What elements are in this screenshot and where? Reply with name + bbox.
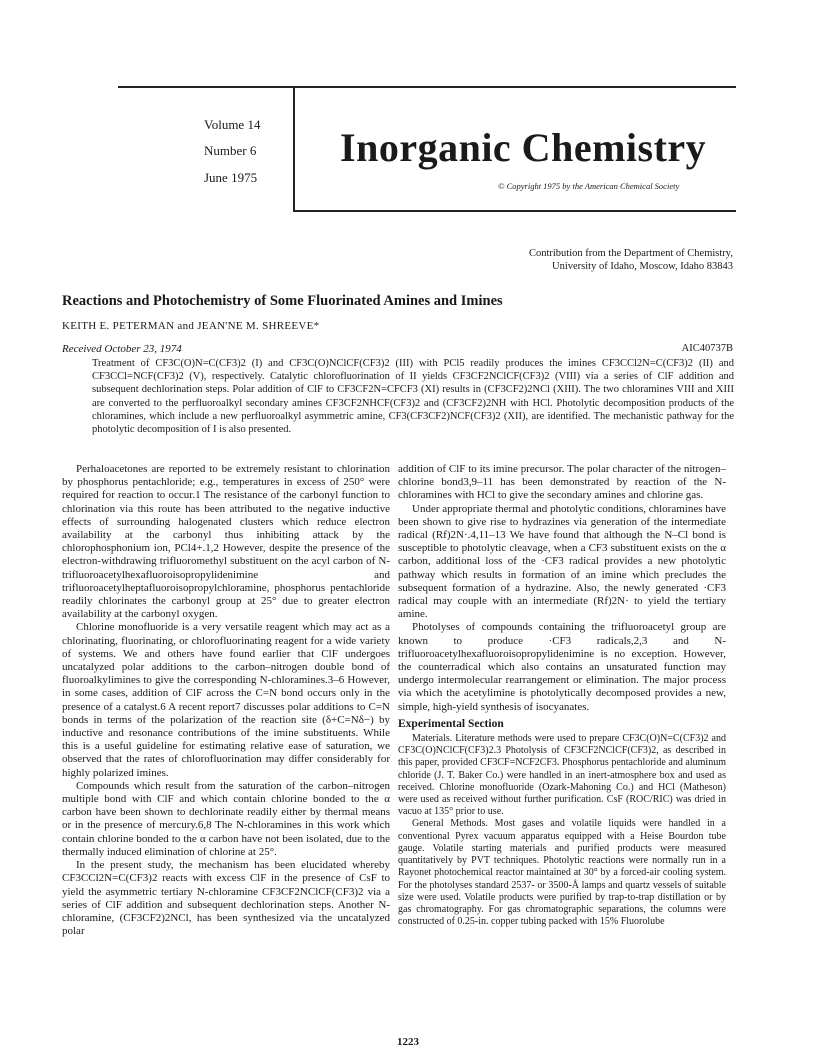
contribution-note bbox=[529, 247, 733, 273]
paragraph: General Methods. Most gases and volatile liquids were handled in a conventional Pyrex vacuum apparatus equipped with a Heise Bourdon tube gauge. Volatile starting materials and purified products were measured quantitatively by PVT techniques. Photolytic reactions were normally run in a Rayonet photochemical reactor maintained at 30° by a forced-air cooling system. For the photolyses standard 2537- or 3500-Å lamps and quartz vessels of suitable size were used. Volatile products were purified by trap-to-trap distillation or by gas chromatography. For gas chromatographic separations, the columns were constructed of 0.25-in. copper tubing packed with 15% Fluorolube bbox=[398, 818, 726, 928]
contribution-line-2: University of Idaho, Moscow, Idaho 83843 bbox=[552, 261, 733, 272]
paragraph: Under appropriate thermal and photolytic conditions, chloramines have been shown to give rise to hydrazines via generation of the intermediate radical (Rf)2N·.4,11–13 We have found that although the N–Cl bond is susceptible to photolytic cleavage, when a CF3 substituent exists on the α carbon, additional loss of the ·CF3 radical provides a new photolytic pathway which results in formation of an imine which precludes the subsequent formation of a hydrazine. Also, the newly generated ·CF3 radical may couple with an intermediate (Rf)2N· to yield the tertiary amine. bbox=[398, 502, 727, 621]
paragraph: addition of ClF to its imine precursor. The polar character of the nitrogen–chlorine bond3,9–11 has been demonstrated by reaction of the N-chloramines with HCl to give the secondary amines and chlorine gas. bbox=[398, 463, 726, 502]
paragraph: Materials. Literature methods were used to prepare CF3C(O)N=C(CF3)2 and CF3C(O)NClCF(CF3)2.3 Photolysis of CF3CF2NClCF(CF3)2, as described in this paper, provided CF3CF=NCF2CF3. Phosphorus pentachloride and aluminum chloride (J. T. Baker Co.) were handled in an inert-atmosphere box and used as received. Chlorine monofluoride (Ozark-Mahoning Co.) and HCl (Matheson) were used as received without further purification. CsF (ROC/RIC) was dried in vacuo at 135° prior to use. bbox=[398, 733, 726, 818]
journal-title: Inorganic Chemistry bbox=[340, 125, 707, 170]
paragraph: Chlorine monofluoride is a very versatile reagent which may act as a chlorinating, fluorinating, or chlorofluorinating reagent for a wide variety of systems. We and others have found earlier that ClF undergoes uncatalyzed polar additions to the carbon–nitrogen double bond of fluoroalkylimines to give the corresponding N-chloramines.3–6 However, in some cases, addition of ClF across the C=N bond occurs only in the presence of a catalyst.6 A recent report7 discusses polar additions to C=N bonds in terms of the polarization of the reaction site (δ+C=Nδ−) by inductive and resonance contributions of the imine substituents. While this is a useful guideline for estimating relative ease of saturation, we observed that the rates of chlorofluorination may differ considerably for highly polarized imines. bbox=[62, 621, 390, 779]
received-date: Received October 23, 1974 bbox=[62, 343, 182, 355]
body-left-column bbox=[62, 463, 390, 938]
issue-number: Number 6 bbox=[204, 143, 257, 158]
page-number: 1223 bbox=[397, 1036, 419, 1048]
paragraph: In the present study, the mechanism has been elucidated whereby CF3CCl2N=C(CF3)2 reacts with excess ClF in the presence of CsF to yield the asymmetric tertiary N-chloramine CF3CF2NClCF(CF3)2 via a series of ClF addition and subsequent dechlorination steps. Another N-chloramine, (CF3CF2)2NCl, has been synthesized via the uncatalyzed polar bbox=[62, 859, 390, 938]
article-id: AIC40737B bbox=[681, 343, 733, 354]
abstract: Treatment of CF3C(O)N=C(CF3)2 (I) and CF3C(O)NClCF(CF3)2 (III) with PCl5 readily produces the imines CF3CCl2N=C(CF3)2 (II) and CF3CCl=NCF(CF3)2 (V), respectively. Catalytic chlorofluorination of II yields CF3CF2NClCF(CF3)2 (VIII) via a series of ClF addition and subsequent dechlorination steps. Polar addition of ClF to CF3CF2N=CFCF3 (XI) results in (CF3CF2)2NCl (XIII). The two chloramines VIII and XIII are converted to the perfluoroalkyl secondary amines CF3CF2NHCF(CF3)2 and (CF3CF2)2NH with HCl. Photolytic decomposition products of the chloramines, which include a new perfluoroalkyl asymmetric amine, CF3(CF3CF2)NCF(CF3)2 (XII), are identified. The mechanistic pathway for the photolytic decomposition of I is also presented. bbox=[92, 358, 734, 436]
masthead-bottom-rule bbox=[293, 210, 736, 212]
section-heading: Experimental Section bbox=[398, 717, 504, 730]
contribution-line-1: Contribution from the Department of Chemistry, bbox=[528, 248, 733, 259]
article-title: Reactions and Photochemistry of Some Fluorinated Amines and Imines bbox=[62, 293, 503, 309]
body-right-column bbox=[398, 463, 726, 928]
masthead-top-rule bbox=[118, 86, 736, 88]
paragraph: Perhaloacetones are reported to be extremely resistant to chlorination by phosphorus pentachloride; e.g., temperatures in excess of 250° were required for reaction to occur.1 The resistance of the carbonyl function to chlorination via this route has been attributed to the negative inductive effects of surrounding halogenated clusters which reduce electron availability at the carbonyl thus inhibiting attack by the chlorophosphonium ion, PCl4+.1,2 However, despite the presence of the electron-withdrawing trifluoromethyl substituent on the acyl carbon of N-trifluoroacetylhexafluoroisopropylidenimine and trifluoroacetylheptafluoroisopropylchloramine, phosphorus pentachloride readily chlorinates the carbonyl group at 25° due to greater electron availability at the carbonyl oxygen. bbox=[62, 463, 390, 621]
article-authors: KEITH E. PETERMAN and JEAN'NE M. SHREEVE* bbox=[62, 320, 320, 332]
copyright-notice: © Copyright 1975 by the American Chemical Society bbox=[498, 181, 680, 191]
issue-date: June 1975 bbox=[204, 170, 258, 185]
volume-label: Volume 14 bbox=[204, 117, 261, 132]
masthead-vertical-rule bbox=[293, 86, 295, 211]
paragraph: Compounds which result from the saturation of the carbon–nitrogen multiple bond with ClF and which contain chlorine bonded to the α carbon have been shown to dechlorinate readily either by thermal means or in the presence of mercury.6,8 The N-chloramines in this work which contain chlorine bonded to the α carbon have not been isolated, due to the thermally induced elimination of chlorine at 25°. bbox=[62, 779, 390, 858]
paragraph: Photolyses of compounds containing the trifluoroacetyl group are known to produce ·CF3 radicals,2,3 and N-trifluoroacetylhexafluoroisopropylidenimine is no exception. However, the counterradical which also contains an unsaturated function may undergo intermolecular rearrangement or elimination. The major process via which the acetylimine is photolytically decomposed provides a new, simple, high-yield synthesis of isocyanates. bbox=[398, 621, 726, 713]
